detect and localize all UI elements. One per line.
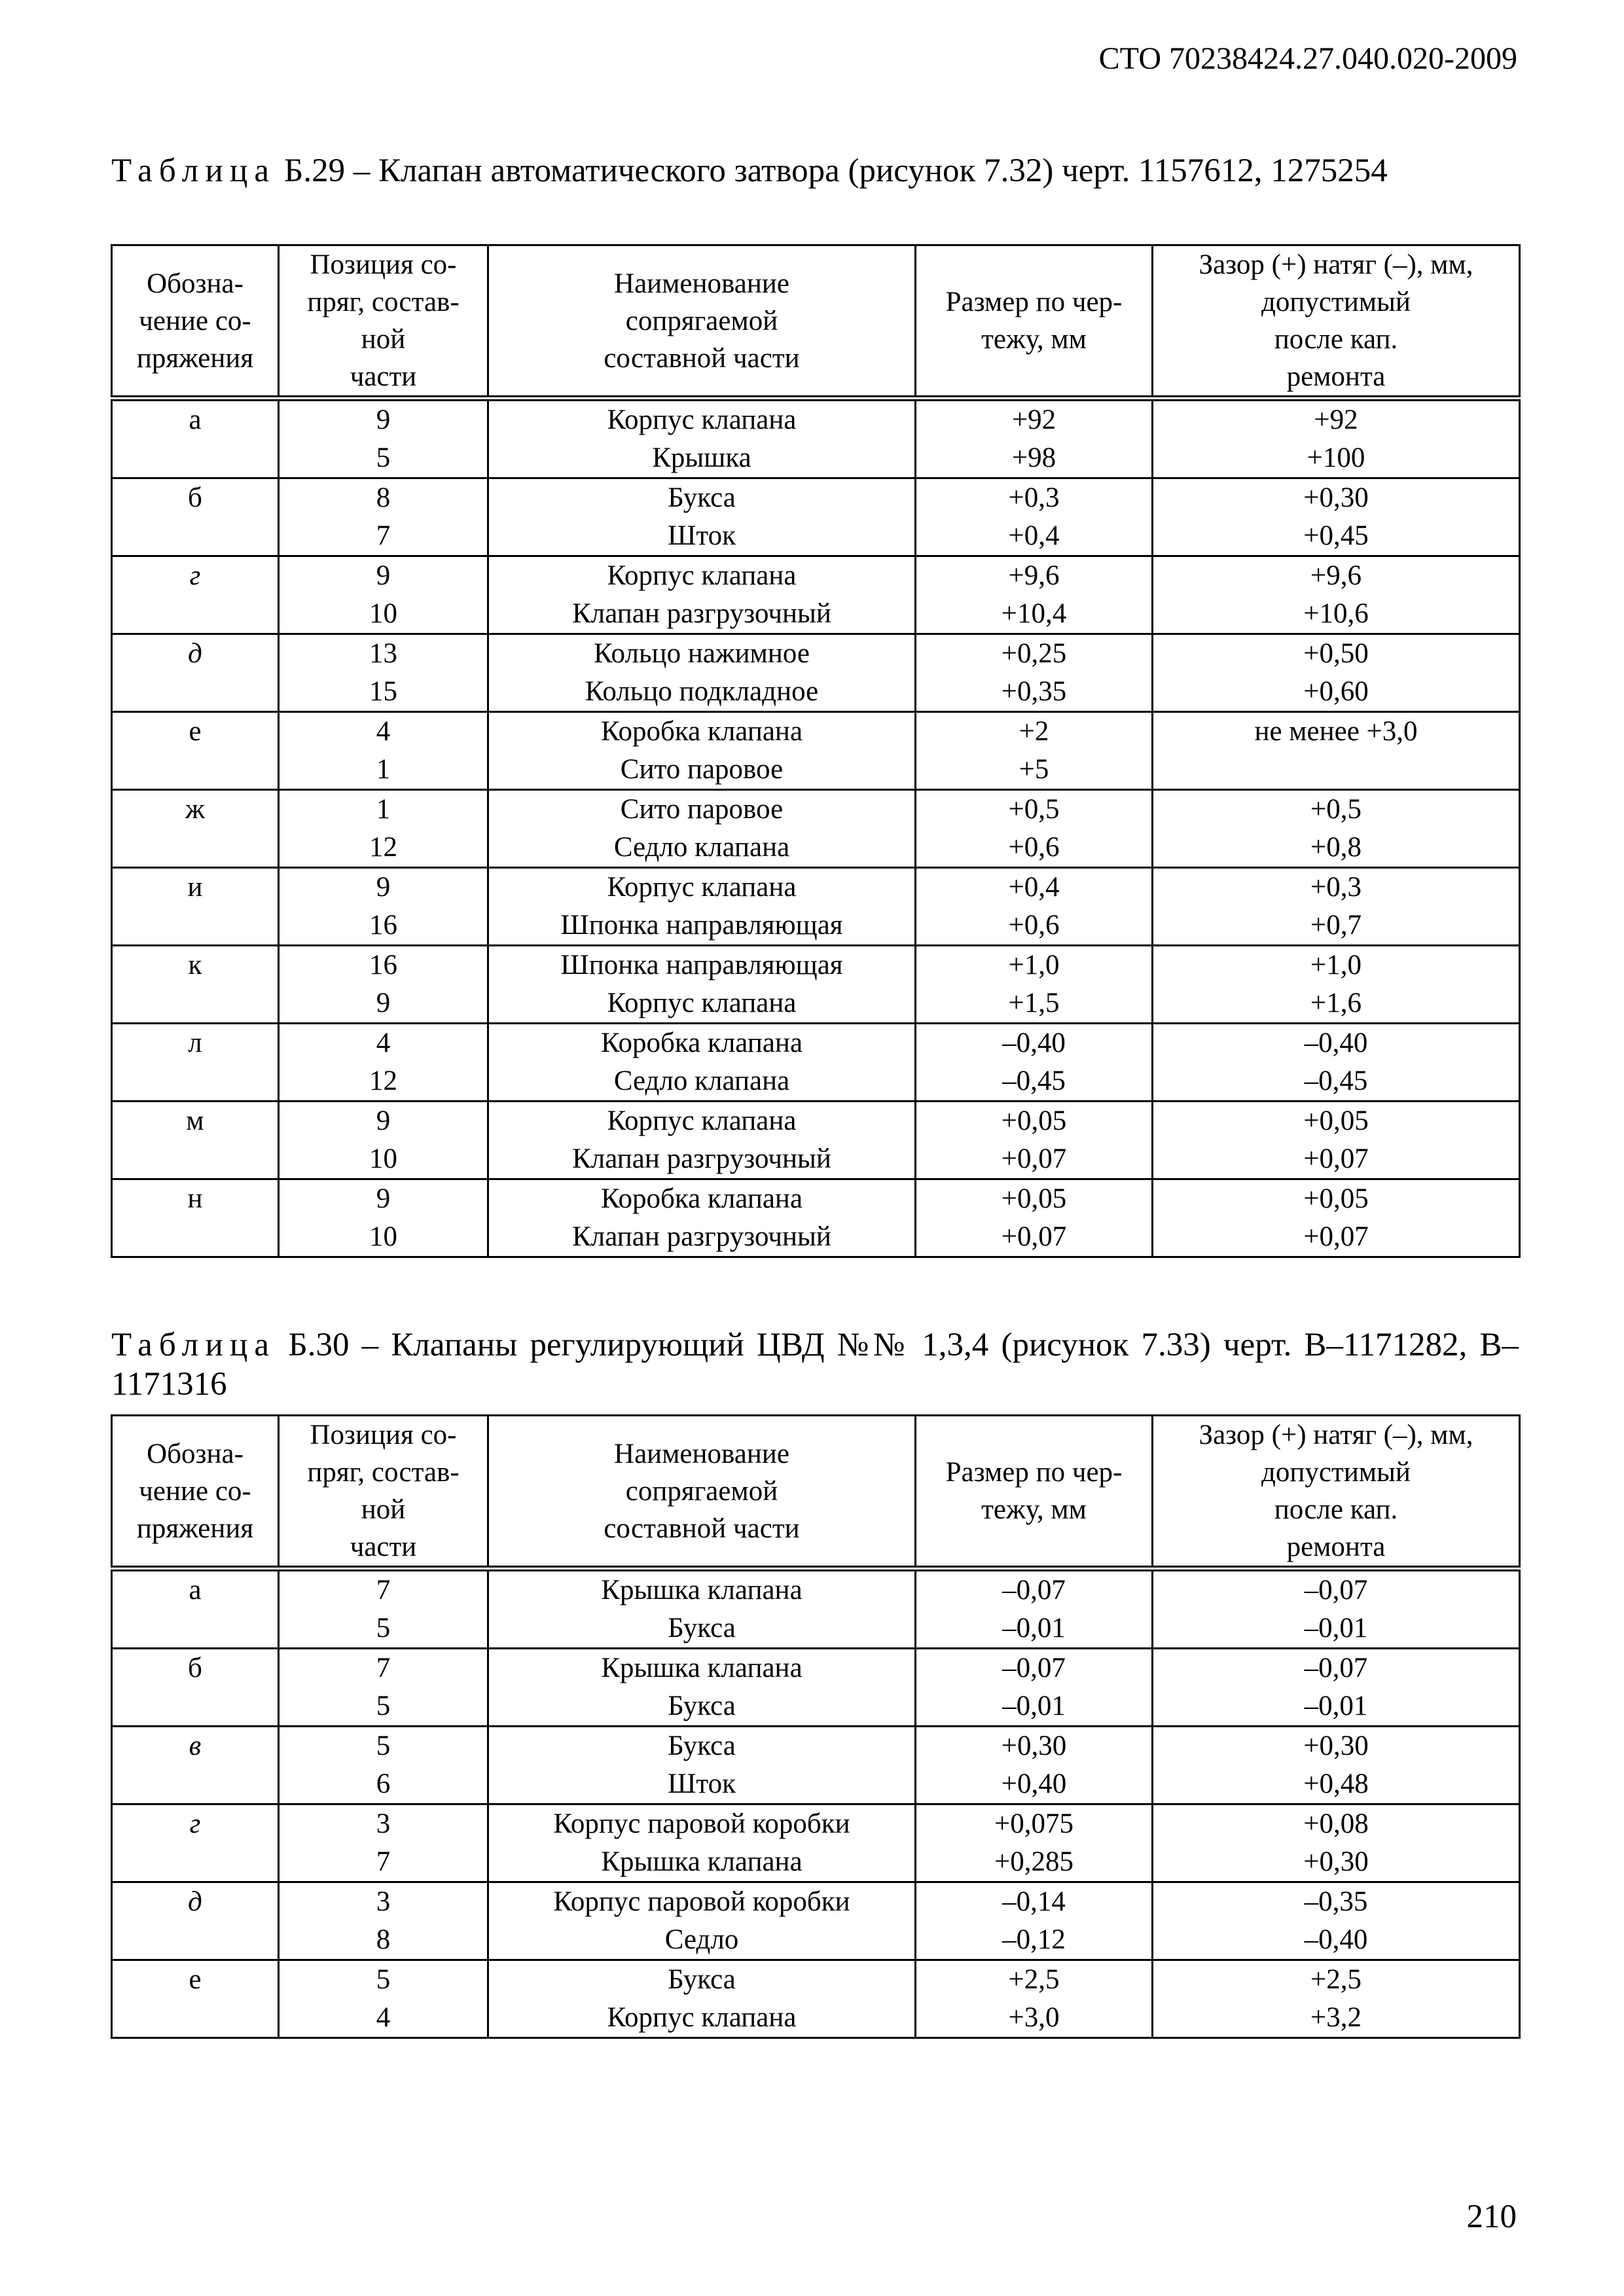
cell-position: 4 1 bbox=[279, 712, 488, 790]
cell-clearance: –0,35 –0,40 bbox=[1153, 1882, 1520, 1960]
cell-size: +9,6 +10,4 bbox=[916, 556, 1153, 634]
cell-clearance: –0,40 –0,45 bbox=[1153, 1024, 1520, 1102]
cell-part-name: Корпус паровой коробки Крышка клапана bbox=[488, 1804, 916, 1882]
document-code: СТО 70238424.27.040.020-2009 bbox=[1098, 41, 1517, 76]
cell-position: 9 10 bbox=[279, 1179, 488, 1257]
table-row bbox=[112, 1804, 1520, 1882]
cell-position: 7 5 bbox=[279, 1649, 488, 1727]
table-header-row bbox=[112, 1416, 1520, 1569]
cell-part-name: Крышка клапана Букса bbox=[488, 1649, 916, 1727]
cell-mark: д bbox=[112, 1882, 279, 1960]
cell-mark: е bbox=[112, 1960, 279, 2038]
cell-clearance: +0,30 +0,45 bbox=[1153, 478, 1520, 556]
cell-mark: к bbox=[112, 946, 279, 1024]
cell-mark: г bbox=[112, 1804, 279, 1882]
cell-part-name: Шпонка направляющая Корпус клапана bbox=[488, 946, 916, 1024]
cell-clearance: +0,08 +0,30 bbox=[1153, 1804, 1520, 1882]
cell-clearance: +2,5 +3,2 bbox=[1153, 1960, 1520, 2038]
cell-position: 9 16 bbox=[279, 868, 488, 946]
cell-position: 1 12 bbox=[279, 790, 488, 868]
cell-mark: б bbox=[112, 1649, 279, 1727]
col-header-designation: Обозна- чение со- пряжения bbox=[112, 245, 279, 399]
caption-text: Б.29 – Клапан автоматического затвора (рисунок 7.32) черт. 1157612, 1275254 bbox=[276, 152, 1388, 189]
cell-part-name: Корпус клапана Шпонка направляющая bbox=[488, 868, 916, 946]
table-row bbox=[112, 1102, 1520, 1179]
table-row bbox=[112, 1727, 1520, 1804]
cell-position: 7 5 bbox=[279, 1569, 488, 1649]
cell-part-name: Коробка клапана Сито паровое bbox=[488, 712, 916, 790]
cell-size: –0,40 –0,45 bbox=[916, 1024, 1153, 1102]
caption-word: Таблица bbox=[111, 1327, 276, 1363]
cell-size: +2,5 +3,0 bbox=[916, 1960, 1153, 2038]
cell-clearance: +0,3 +0,7 bbox=[1153, 868, 1520, 946]
cell-position: 13 15 bbox=[279, 634, 488, 712]
cell-mark: н bbox=[112, 1179, 279, 1257]
col-header-part-name: Наименование сопрягаемой составной части bbox=[488, 1416, 916, 1569]
cell-size: +2 +5 bbox=[916, 712, 1153, 790]
cell-mark: м bbox=[112, 1102, 279, 1179]
cell-part-name: Букса Корпус клапана bbox=[488, 1960, 916, 2038]
cell-position: 3 8 bbox=[279, 1882, 488, 1960]
cell-clearance: –0,07 –0,01 bbox=[1153, 1649, 1520, 1727]
cell-size: –0,14 –0,12 bbox=[916, 1882, 1153, 1960]
col-header-clearance: Зазор (+) натяг (–), мм, допустимый после кап. ремонта bbox=[1153, 245, 1520, 399]
table-row bbox=[112, 1882, 1520, 1960]
caption-word: Таблица bbox=[111, 152, 276, 189]
cell-mark: а bbox=[112, 399, 279, 478]
table-row bbox=[112, 1024, 1520, 1102]
cell-clearance: +0,5 +0,8 bbox=[1153, 790, 1520, 868]
cell-size: +0,075 +0,285 bbox=[916, 1804, 1153, 1882]
col-header-clearance: Зазор (+) натяг (–), мм, допустимый после кап. ремонта bbox=[1153, 1416, 1520, 1569]
cell-part-name: Корпус клапана Клапан разгрузочный bbox=[488, 1102, 916, 1179]
cell-part-name: Крышка клапана Букса bbox=[488, 1569, 916, 1649]
cell-mark: д bbox=[112, 634, 279, 712]
cell-part-name: Букса Шток bbox=[488, 478, 916, 556]
table-header-row bbox=[112, 245, 1520, 399]
cell-position: 3 7 bbox=[279, 1804, 488, 1882]
cell-part-name: Букса Шток bbox=[488, 1727, 916, 1804]
cell-position: 8 7 bbox=[279, 478, 488, 556]
cell-size: +0,3 +0,4 bbox=[916, 478, 1153, 556]
cell-mark: и bbox=[112, 868, 279, 946]
cell-mark: л bbox=[112, 1024, 279, 1102]
page-number: 210 bbox=[1466, 2198, 1517, 2235]
cell-clearance: +0,05 +0,07 bbox=[1153, 1179, 1520, 1257]
cell-size: +0,4 +0,6 bbox=[916, 868, 1153, 946]
cell-part-name: Корпус клапана Клапан разгрузочный bbox=[488, 556, 916, 634]
table-row bbox=[112, 634, 1520, 712]
cell-size: +0,05 +0,07 bbox=[916, 1102, 1153, 1179]
cell-mark: е bbox=[112, 712, 279, 790]
cell-mark: а bbox=[112, 1569, 279, 1649]
col-header-drawing-size: Размер по чер- тежу, мм bbox=[916, 245, 1153, 399]
table2 bbox=[111, 1414, 1521, 2039]
table-row bbox=[112, 712, 1520, 790]
cell-part-name: Корпус клапана Крышка bbox=[488, 399, 916, 478]
table-row bbox=[112, 1649, 1520, 1727]
cell-part-name: Сито паровое Седло клапана bbox=[488, 790, 916, 868]
cell-position: 9 5 bbox=[279, 399, 488, 478]
cell-clearance: +1,0 +1,6 bbox=[1153, 946, 1520, 1024]
cell-mark: г bbox=[112, 556, 279, 634]
cell-position: 5 6 bbox=[279, 1727, 488, 1804]
table-row bbox=[112, 1569, 1520, 1649]
cell-size: +0,5 +0,6 bbox=[916, 790, 1153, 868]
cell-clearance: +0,05 +0,07 bbox=[1153, 1102, 1520, 1179]
cell-part-name: Кольцо нажимное Кольцо подкладное bbox=[488, 634, 916, 712]
cell-clearance: –0,07 –0,01 bbox=[1153, 1569, 1520, 1649]
cell-position: 5 4 bbox=[279, 1960, 488, 2038]
table1-caption bbox=[111, 151, 1519, 190]
cell-size: +0,05 +0,07 bbox=[916, 1179, 1153, 1257]
cell-part-name: Корпус паровой коробки Седло bbox=[488, 1882, 916, 1960]
cell-clearance: не менее +3,0 bbox=[1153, 712, 1520, 790]
col-header-position: Позиция со- пряг, состав- ной части bbox=[279, 245, 488, 399]
table-row bbox=[112, 556, 1520, 634]
cell-clearance: +0,30 +0,48 bbox=[1153, 1727, 1520, 1804]
table1 bbox=[111, 244, 1521, 1258]
table-row bbox=[112, 1179, 1520, 1257]
cell-position: 4 12 bbox=[279, 1024, 488, 1102]
cell-size: –0,07 –0,01 bbox=[916, 1649, 1153, 1727]
cell-size: +92 +98 bbox=[916, 399, 1153, 478]
col-header-drawing-size: Размер по чер- тежу, мм bbox=[916, 1416, 1153, 1569]
caption-text: Б.30 – Клапаны регулирующий ЦВД №№ 1,3,4 (рисунок 7.33) черт. В–1171282, В–1171316 bbox=[111, 1327, 1519, 1403]
table-row bbox=[112, 478, 1520, 556]
cell-mark: ж bbox=[112, 790, 279, 868]
cell-part-name: Коробка клапана Седло клапана bbox=[488, 1024, 916, 1102]
cell-size: +0,30 +0,40 bbox=[916, 1727, 1153, 1804]
cell-mark: б bbox=[112, 478, 279, 556]
table-row bbox=[112, 868, 1520, 946]
table-row bbox=[112, 1960, 1520, 2038]
cell-mark: в bbox=[112, 1727, 279, 1804]
cell-position: 9 10 bbox=[279, 1102, 488, 1179]
col-header-position: Позиция со- пряг, состав- ной части bbox=[279, 1416, 488, 1569]
cell-part-name: Коробка клапана Клапан разгрузочный bbox=[488, 1179, 916, 1257]
table2-caption bbox=[111, 1325, 1519, 1404]
cell-clearance: +92 +100 bbox=[1153, 399, 1520, 478]
cell-clearance: +0,50 +0,60 bbox=[1153, 634, 1520, 712]
table-row bbox=[112, 946, 1520, 1024]
cell-size: +0,25 +0,35 bbox=[916, 634, 1153, 712]
cell-clearance: +9,6 +10,6 bbox=[1153, 556, 1520, 634]
table-row bbox=[112, 790, 1520, 868]
cell-position: 16 9 bbox=[279, 946, 488, 1024]
col-header-part-name: Наименование сопрягаемой составной части bbox=[488, 245, 916, 399]
col-header-designation: Обозна- чение со- пряжения bbox=[112, 1416, 279, 1569]
cell-size: +1,0 +1,5 bbox=[916, 946, 1153, 1024]
table-row bbox=[112, 399, 1520, 478]
cell-size: –0,07 –0,01 bbox=[916, 1569, 1153, 1649]
cell-position: 9 10 bbox=[279, 556, 488, 634]
